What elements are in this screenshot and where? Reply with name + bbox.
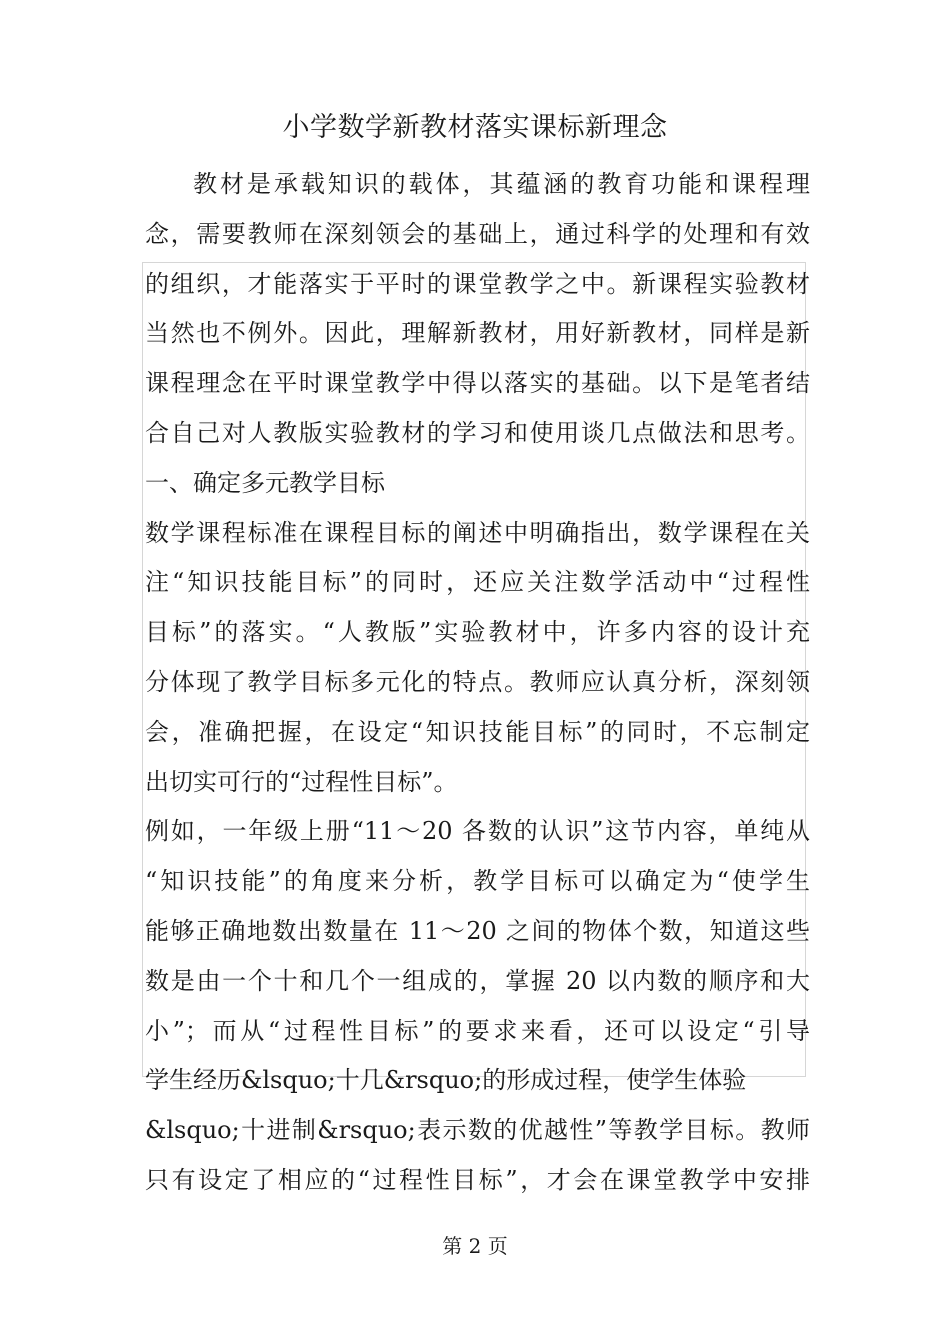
paragraph-line: 例如，一年级上册“11～20 各数的认识”这节内容，单纯从	[145, 817, 810, 846]
paragraph-line: 能够正确地数出数量在 11～20 之间的物体个数，知道这些	[145, 916, 810, 945]
paragraph-line: 当然也不例外。因此，理解新教材，用好新教材，同样是新	[145, 319, 810, 348]
document-title: 小学数学新教材落实课标新理念	[282, 112, 668, 143]
paragraph-line: 数学课程标准在课程目标的阐述中明确指出，数学课程在关	[145, 518, 810, 547]
paragraph-line: 合自己对人教版实验教材的学习和使用谈几点做法和思考。	[145, 418, 810, 447]
paragraph-line: &lsquo;十进制&rsquo;表示数的优越性”等教学目标。教师	[145, 1116, 810, 1145]
paragraph-line: 只有设定了相应的“过程性目标”，才会在课堂教学中安排	[145, 1165, 810, 1194]
page-number: 第 2 页	[442, 1234, 508, 1258]
paragraph-line: 分体现了教学目标多元化的特点。教师应认真分析，深刻领	[145, 667, 810, 696]
paragraph-line: 出切实可行的“过程性目标”。	[145, 767, 458, 796]
paragraph-line: 教材是承载知识的载体，其蕴涵的教育功能和课程理	[193, 170, 810, 198]
section-heading: 一、确定多元教学目标	[145, 468, 385, 497]
paragraph-line: “知识技能”的角度来分析，教学目标可以确定为“使学生	[145, 867, 810, 896]
paragraph-line: 念，需要教师在深刻领会的基础上，通过科学的处理和有效	[145, 219, 810, 248]
paragraph-line: 目标”的落实。“人教版”实验教材中，许多内容的设计充	[145, 618, 810, 647]
paragraph-line: 小”；而从“过程性目标”的要求来看，还可以设定“引导	[145, 1016, 810, 1045]
document-body	[145, 160, 810, 1206]
paragraph-line: 学生经历&lsquo;十几&rsquo;的形成过程，使学生体验	[145, 1066, 747, 1095]
paragraph-line: 会，准确把握，在设定“知识技能目标”的同时，不忘制定	[145, 717, 810, 746]
paragraph-line: 课程理念在平时课堂教学中得以落实的基础。以下是笔者结	[145, 369, 810, 398]
paragraph-line: 的组织，才能落实于平时的课堂教学之中。新课程实验教材	[145, 269, 810, 298]
paragraph-line: 数是由一个十和几个一组成的，掌握 20 以内数的顺序和大	[145, 966, 810, 995]
paragraph-line: 注“知识技能目标”的同时，还应关注数学活动中“过程性	[145, 568, 810, 597]
